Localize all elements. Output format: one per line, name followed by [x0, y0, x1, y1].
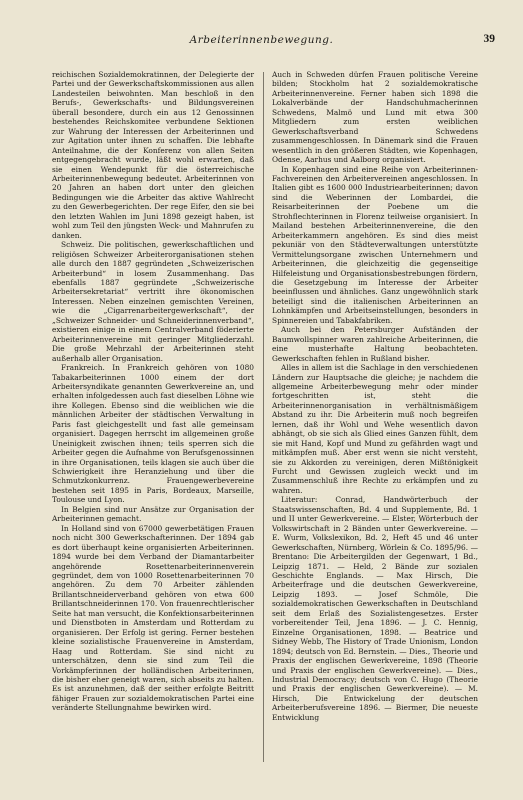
paragraph: Schweiz. Die politischen, gewerkschaftlichen und religiösen Schweizer Arbeiterorganisationen stehen alle durch den 1887 gegründeten „Schweizerischen Arbeiterbund“ in losem Zusammenhang. Das ebenfalls 1887 gegründete „Schweizerische Arbeitersekretariat“ vertritt ihre ökonomischen Interessen. Neben einzelnen gemischten Vereinen, wie die „Cigarrenarbeitergewerkschaft“, der „Schweizer Schneider- und Schneiderinnenverband“, existieren einige in einem Centralverband föderierte Arbeiterinnenvereine mit geringer Mitgliederzahl. Die große Mehrzahl der Arbeiterinnen steht außerhalb aller Organisation.: [52, 240, 254, 363]
paragraph: Literatur: Conrad, Handwörterbuch der Staatswissenschaften, Bd. 4 und Supplemente, Bd. 1 und II unter Gewerkvereine. — Elster, Wörterbuch der Volkswirtschaft in 2 Bänden unter Gewerkvereine. — E. Wurm, Volkslexikon, Bd. 2, Heft 45 und 46 unter Gewerkschaften, Nürnberg, Wörlein & Co. 1895/96. — Brentano: Die Arbeitergilden der Gegenwart, 1 Bd., Leipzig 1871. — Held, 2 Bände zur sozialen Geschichte Englands. — Max Hirsch, Die Arbeiterfrage und die deutschen Gewerkvereine, Leipzig 1893. — Josef Schmöle, Die sozialdemokratischen Gewerkschaften in Deutschland seit dem Erlaß des Sozialistengesetzes. Erster vorbereitender Teil, Jena 1896. — J. C. Hennig, Einzelne Organisationen, 1898. — Beatrice und Sidney Webb, The History of Trade Unionism, London 1894; deutsch von Ed. Bernstein. — Dies., Theorie und Praxis der englischen Gewerkvereine, 1898 (Theorie und Praxis der englischen Gewerkvereine). — Dies., Industrial Democracy; deutsch von C. Hugo (Theorie und Praxis der englischen Gewerkvereine). — M. Hirsch, Die Entwickelung der deutschen Arbeiterberufsvereine 1896. — Biermer, Die neueste Entwicklung: [272, 495, 478, 722]
paragraph: Frankreich. In Frankreich gehören von 1080 Tabakarbeiterinnen 1000 einem der dort Arbeitersyndikate genannten Gewerkvereine an, und erhalten infolgedessen auch fast dieselben Löhne wie ihre Kollegen. Ebenso sind die weiblichen wie die männlichen Arbeiter der städtischen Verwaltung in Paris fast gleichgestellt und fast alle gemeinsam organisiert. Dagegen herrscht im allgemeinen große Uneinigkeit zwischen ihnen; teils sperren sich die Arbeiter gegen die Aufnahme von Berufsgenossinnen in ihre Organisationen, teils klagen sie auch über die Schwierigkeit ihre Heranziehung und über die Schmutzkonkurrenz. Frauengewerbevereine bestehen seit 1895 in Paris, Bordeaux, Marseille, Toulouse und Lyon.: [52, 363, 254, 505]
paragraph: reichischen Sozialdemokratinnen, der Delegierte der Partei und der Gewerkschaftskommissionen aus allen Landesteilen beiwohnten. Man beschloß in den Berufs-, Gewerkschafts- und Bildungsvereinen überall besondere, durch ein aus 12 Genossinnen bestehendes Reichskomitee verbundene Sektionen zur Wahrung der Interessen der Arbeiterinnen und zur Agitation unter ihnen zu schaffen. Die lebhafte Anteilnahme, die der Konferenz von allen Seiten entgegengebracht wurde, läßt wohl erwarten, daß sie einen Wendepunkt für die österreichische Arbeiterinnenbewegung bedeutet. Arbeiterinnen von 20 Jahren an haben dort unter den gleichen Bedingungen wie die Arbeiter das aktive Wahlrecht zu den Gewerbegerichten. Der rege Eifer, den sie bei den letzten Wahlen im Juni 1898 gezeigt haben, ist wohl zum Teil den jüngsten Weck- und Mahnrufen zu danken.: [52, 70, 254, 240]
paragraph: Alles in allem ist die Sachlage in den verschiedenen Ländern zur Hauptsache die gleiche; je nachdem die allgemeine Arbeiterbewegung mehr oder minder fortgeschritten ist, steht die Arbeiterinnenorganisation in verhältnismäßigem Abstand zu ihr. Die Arbeiterin muß noch begreifen lernen, daß ihr Wohl und Wehe wesentlich davon abhängt, ob sie sich als Glied eines Ganzen fühlt, dem sie mit Hand, Kopf und Mund zu gefährden wagt und mitkämpfen muß. Aber erst wenn sie nicht versteht, sie zu Akkorden zu vereinigen, deren Mißtönigkeit Furcht und Gewissen zugleich weckt und im Zusammenschluß ihre Rechte zu erkämpfen und zu wahren.: [272, 363, 478, 495]
paragraph: In Belgien sind nur Ansätze zur Organisation der Arbeiterinnen gemacht.: [52, 504, 254, 524]
page-number: 39: [483, 33, 495, 45]
paragraph: Auch in Schweden dürfen Frauen politische Vereine bilden; Stockholm hat 2 sozialdemokratische Arbeiterinnenvereine. Ferner haben sich 1898 die Lokalverbände der Handschuhmacherinnen Schwedens, Malmö und Lund mit etwa 300 Mitgliedern zum ersten weiblichen Gewerkschaftsverband Schwedens zusammengeschlossen. In Dänemark sind die Frauen wesentlich in den größeren Städten, wie Kopenhagen, Odense, Aarhus und Aalborg organisiert.: [272, 70, 478, 165]
right-column: [272, 70, 478, 722]
left-column: [52, 70, 254, 713]
paragraph: Auch bei den Petersburger Aufständen der Baumwollspinner waren zahlreiche Arbeiterinnen, die eine musterhafte Haltung beobachteten. Gewerkschaften fehlen in Rußland bisher.: [272, 325, 478, 363]
running-title: Arbeiterinnenbewegung.: [189, 34, 334, 46]
paragraph: In Holland sind von 67000 gewerbetätigen Frauen noch nicht 300 Gewerkschafterinnen. Der 1894 gab es dort überhaupt keine organisierten Arbeiterinnen. 1894 wurde bei dem Verband der Diamantarbeiter angehörende Rosettenarbeiterinnenverein gegründet, dem von 1000 Rosettenarbeiterinnen 70 angehören. Zu dem 70 Arbeiter zählenden Brillantschneiderverband gehören von etwa 600 Brillantschneiderinnen 170. Von frauenrechtlerischer Seite hat man versucht, die Konfektionsarbeiterinnen und Dienstboten in Amsterdam und Rotterdam zu organisieren. Der Erfolg ist gering. Ferner bestehen kleine sozialistische Frauenvereine in Amsterdam, Haag und Rotterdam. Sie sind nicht zu unterschätzen, denn sie sind zum Teil die Vorkämpferinnen der holländischen Arbeiterinnen, die bisher eher geneigt waren, sich abseits zu halten. Es ist anzunehmen, daß der seither erfolgte Beitritt fähiger Frauen zur sozialdemokratischen Partei eine veränderte Stellungnahme bewirken wird.: [52, 523, 254, 713]
page-header: [0, 34, 523, 50]
column-divider: [263, 72, 264, 762]
paragraph: In Kopenhagen sind eine Reihe von Arbeiterinnen-Fachvereinen den Arbeitervereinen angeschlossen. In Italien gibt es 1600 000 Industriearbeiterinnen; davon sind die Weberinnen der Lombardei, die Reisarbeiterinnen der Poebene um die Strohflechterinnen in Florenz teilweise organisiert. In Mailand bestehen Arbeiterinnenvereine, die den Arbeiterkammern angehören. Es sind dies meist pekuniär von den Städteverwaltungen unterstützte Vermittelungsorgane zwischen Unternehmern und Arbeiterinnen, die gleichzeitig die gegenseitige Hilfeleistung und Organisationsbestrebungen fördern, die Gesetzgebung im Interesse der Arbeiter beeinflussen und ähnliches. Ganz ungewöhnlich stark beteiligt sind die italienischen Arbeiterinnen an Lohnkämpfen und Arbeitseinstellungen, besonders in Spinnereien und Tabakfabriken.: [272, 164, 478, 325]
